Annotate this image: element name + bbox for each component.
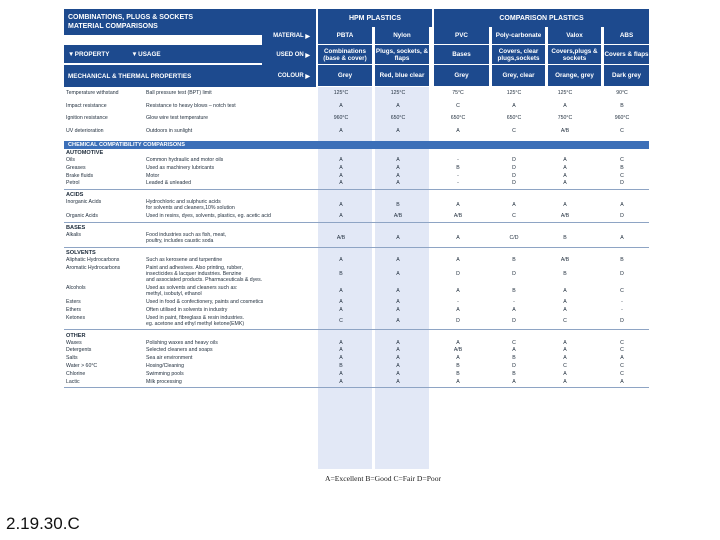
rating-cell: A: [456, 127, 460, 134]
rating-cell: A: [620, 202, 624, 209]
usage-cell: Used in resins, dyes, solvents, plastics, eg. acetic acid: [146, 213, 271, 220]
rating-cell: A: [339, 257, 343, 263]
used-on-cell: Combinations (base & cover): [318, 45, 372, 64]
rating-cell: A: [620, 355, 624, 362]
mech-thermal-header: MECHANICAL & THERMAL PROPERTIES: [64, 65, 262, 87]
rating-cell: A: [396, 317, 400, 324]
rating-cell: A/B: [560, 127, 570, 134]
property-cell: Impact resistance: [66, 102, 107, 109]
property-cell: Ignition resistance: [66, 115, 108, 121]
rating-cell: A: [563, 164, 567, 171]
rating-cell: D: [512, 270, 516, 277]
rating-cell: B: [456, 370, 460, 377]
rating-cell: A: [339, 172, 343, 179]
table-title: [64, 9, 262, 35]
rating-cell: B: [512, 370, 516, 377]
rating-cell: -: [457, 299, 459, 305]
rating-cell: A: [456, 288, 460, 295]
rating-cell: C: [620, 127, 624, 134]
rating-cell: D: [512, 157, 516, 163]
usage-cell: Selected cleaners and soaps: [146, 347, 213, 354]
title-line1: COMBINATIONS, PLUGS & SOCKETS: [68, 14, 194, 21]
colour-cell: Dark grey: [604, 65, 649, 86]
rating-cell: A: [512, 347, 516, 354]
rating-cell: 125°C: [390, 90, 406, 96]
material-name: PVC: [434, 27, 489, 44]
rating-cell: A: [456, 355, 460, 362]
rating-cell: A: [563, 355, 567, 362]
rating-cell: A: [620, 235, 624, 242]
rating-cell: 125°C: [333, 90, 349, 96]
used-on-cell: Covers & flaps: [604, 45, 649, 64]
usage-cell: Milk processing: [146, 378, 182, 385]
section-title: AUTOMOTIVE: [66, 150, 104, 156]
rating-cell: A/B: [393, 213, 403, 220]
rating-cell: C: [620, 370, 624, 377]
usage-cell: Ball pressure test (BPT) limit: [146, 90, 212, 96]
rating-cell: 75°C: [452, 90, 464, 96]
rating-cell: A: [396, 378, 400, 385]
rating-cell: A: [339, 339, 343, 346]
rating-cell: A: [396, 270, 400, 277]
rating-cell: D: [620, 213, 624, 220]
usage-cell: for solvents and cleaners,10% solution: [146, 205, 235, 212]
rating-cell: B: [512, 288, 516, 295]
rating-cell: -: [457, 157, 459, 163]
rating-cell: A: [396, 370, 400, 377]
rating-cell: A: [396, 164, 400, 171]
rating-cell: C: [620, 288, 624, 295]
rating-cell: A/B: [560, 257, 570, 263]
rating-cell: A: [339, 299, 343, 305]
rating-cell: A: [563, 370, 567, 377]
rating-cell: B: [563, 270, 567, 277]
property-cell: Esters: [66, 299, 81, 305]
section-title: ACIDS: [66, 192, 84, 199]
usage-cell: Such as kerosene and turpentine: [146, 257, 223, 263]
rating-cell: C: [456, 102, 460, 109]
rating-cell: D: [456, 270, 460, 277]
rating-cell: A: [563, 157, 567, 163]
section-title: OTHER: [66, 332, 86, 339]
rating-cell: A: [563, 347, 567, 354]
rating-cell: A: [339, 202, 343, 209]
colour-label: COLOUR ▶: [262, 65, 316, 87]
rating-cell: C: [620, 363, 624, 369]
material-label: MATERIAL ▶: [262, 27, 316, 45]
rating-cell: B: [339, 363, 343, 369]
section-divider: [64, 189, 649, 190]
property-cell: Detergents: [66, 347, 92, 354]
rating-cell: A: [512, 306, 516, 313]
chemical-band: CHEMICAL COMPATIBILITY COMPARISONS: [64, 141, 649, 149]
rating-cell: A: [512, 102, 516, 109]
rating-cell: A: [456, 257, 460, 263]
rating-cell: D: [620, 180, 624, 187]
rating-cell: A: [339, 102, 343, 109]
rating-cell: A: [563, 299, 567, 305]
rating-cell: A: [339, 127, 343, 134]
rating-cell: A: [339, 288, 343, 295]
rating-cell: B: [620, 257, 624, 263]
comparison-plastics-group: COMPARISON PLASTICS: [434, 9, 649, 27]
rating-cell: A: [339, 355, 343, 362]
rating-cell: B: [456, 164, 460, 171]
header-spacer: [262, 9, 316, 27]
rating-cell: A: [396, 347, 400, 354]
rating-cell: B: [339, 270, 343, 277]
property-cell: Water > 60°C: [66, 363, 98, 369]
section-title: SOLVENTS: [66, 250, 96, 256]
section-divider: [64, 329, 649, 330]
rating-cell: A: [396, 339, 400, 346]
rating-cell: A/B: [336, 235, 346, 242]
usage-cell: Used in food & confectionery, paints and cosmetics: [146, 299, 264, 305]
used-on-cell: Plugs, sockets, & flaps: [375, 45, 429, 64]
material-name: Poly-carbonate: [492, 27, 545, 44]
material-name: Valox: [548, 27, 601, 44]
rating-cell: B: [512, 355, 516, 362]
property-usage-header: [64, 45, 262, 63]
section-divider: [64, 247, 649, 248]
rating-cell: A: [563, 339, 567, 346]
rating-cell: -: [621, 306, 623, 313]
usage-cell: Often utilised in solvents in industry: [146, 306, 228, 313]
rating-cell: A: [512, 202, 516, 209]
usage-cell: Used as machinery lubricants: [146, 164, 215, 171]
material-name: PBTA: [318, 27, 372, 44]
rating-cell: A: [396, 299, 400, 305]
rating-cell: A: [396, 235, 400, 242]
usage-cell: Used as solvents and cleaners such as:: [146, 285, 238, 291]
usage-cell: Leaded & unleaded: [146, 180, 192, 187]
rating-cell: D: [620, 317, 624, 324]
usage-cell: Glow wire test temperature: [146, 115, 208, 121]
rating-cell: B: [620, 102, 624, 109]
rating-cell: B: [563, 235, 567, 242]
rating-cell: 650°C: [506, 115, 522, 121]
rating-cell: A/B: [453, 347, 463, 354]
used-on-cell: Covers,plugs & sockets: [548, 45, 601, 64]
rating-cell: D: [512, 180, 516, 187]
rating-cell: A: [396, 127, 400, 134]
rating-cell: A: [563, 180, 567, 187]
rating-cell: C: [563, 317, 567, 324]
rating-cell: B: [512, 257, 516, 263]
rating-cell: D: [512, 164, 516, 171]
grade-legend: A=Excellent B=Good C=Fair D=Poor: [325, 474, 442, 483]
rating-cell: A: [563, 378, 567, 385]
rating-cell: A: [456, 202, 460, 209]
rating-cell: A: [396, 355, 400, 362]
rating-cell: A: [396, 180, 400, 187]
property-cell: Brake fluids: [66, 172, 94, 179]
rating-cell: A: [339, 347, 343, 354]
rating-cell: 960°C: [333, 115, 349, 121]
comparison-table: [64, 9, 649, 469]
usage-cell: Hosing/Cleaning: [146, 363, 185, 369]
rating-cell: 650°C: [450, 115, 466, 121]
rating-cell: C: [512, 339, 516, 346]
rating-cell: A: [456, 339, 460, 346]
rating-cell: A: [563, 288, 567, 295]
figure-reference: 2.19.30.C: [6, 514, 80, 533]
rating-cell: A: [563, 102, 567, 109]
rating-cell: A: [396, 306, 400, 313]
rating-cell: -: [457, 180, 459, 187]
usage-cell: Resistance to heavy blows – notch test: [146, 102, 236, 109]
rating-cell: A: [563, 202, 567, 209]
hpm-plastics-group: HPM PLASTICS: [318, 9, 432, 27]
property-cell: Alcohols: [66, 285, 86, 291]
rating-cell: -: [621, 299, 623, 305]
usage-cell: Hydrochloric and sulphuric acids: [146, 199, 221, 206]
section-divider: [64, 222, 649, 223]
rating-cell: A: [339, 164, 343, 171]
property-cell: Ketones: [66, 314, 86, 321]
colour-cell: Grey, clear: [492, 65, 545, 86]
property-cell: Aromatic Hydrocarbons: [66, 264, 121, 271]
rating-cell: A: [512, 378, 516, 385]
rating-cell: C/D: [509, 235, 519, 242]
usage-cell: Food industries such as fish, meat,: [146, 232, 227, 238]
rating-cell: C: [512, 213, 516, 220]
rating-cell: B: [620, 164, 624, 171]
rating-cell: A: [339, 370, 343, 377]
rating-cell: C: [620, 339, 624, 346]
rating-cell: A: [339, 378, 343, 385]
rating-cell: A/B: [560, 213, 570, 220]
usage-cell: methyl, isobutyl, ethanol: [146, 291, 202, 298]
rating-cell: A: [339, 180, 343, 187]
rating-cell: A: [563, 306, 567, 313]
usage-cell: and associated products. Pharmaceuticals & dyes.: [146, 277, 263, 284]
rating-cell: A: [456, 235, 460, 242]
colour-cell: Grey: [318, 65, 372, 86]
rating-cell: 125°C: [506, 90, 522, 96]
rating-cell: -: [457, 172, 459, 179]
property-cell: Inorganic Acids: [66, 199, 102, 206]
rating-cell: A: [339, 157, 343, 163]
usage-cell: Used in paint, fibreglass & resin industries.: [146, 314, 245, 321]
rating-cell: A: [396, 257, 400, 263]
property-cell: Petrol: [66, 180, 80, 187]
rating-cell: 90°C: [616, 90, 628, 96]
section-title: BASES: [66, 225, 86, 231]
rating-cell: C: [563, 363, 567, 369]
used-on-cell: Covers, clear plugs,sockets: [492, 45, 545, 64]
rating-cell: A: [456, 378, 460, 385]
usage-header: ▼ USAGE: [131, 50, 161, 58]
rating-cell: -: [513, 299, 515, 305]
rating-cell: C: [512, 127, 516, 134]
usage-cell: Common hydraulic and motor oils: [146, 157, 224, 163]
used-on-cell: Bases: [434, 45, 489, 64]
section-divider: [64, 387, 649, 388]
property-cell: Oils: [66, 157, 75, 163]
rating-cell: D: [512, 172, 516, 179]
usage-cell: Polishing waxes and heavy oils: [146, 339, 218, 346]
property-cell: Chlorine: [66, 370, 86, 377]
rating-cell: 125°C: [557, 90, 573, 96]
colour-cell: Red, blue clear: [375, 65, 429, 86]
usage-cell: Motor: [146, 172, 160, 179]
rating-cell: C: [620, 157, 624, 163]
material-name: Nylon: [375, 27, 429, 44]
property-header: ▼ PROPERTY: [68, 50, 110, 58]
rating-cell: A: [396, 157, 400, 163]
rating-cell: D: [456, 317, 460, 324]
rating-cell: A/B: [453, 213, 463, 220]
property-cell: Salts: [66, 355, 78, 362]
used-on-label: USED ON ▶: [262, 45, 316, 65]
property-cell: Aliphatic Hydrocarbons: [66, 257, 120, 263]
usage-cell: Outdoors in sunlight: [146, 127, 193, 134]
title-line2: MATERIAL COMPARISONS: [68, 23, 158, 30]
rating-cell: A: [396, 363, 400, 369]
rating-cell: B: [456, 363, 460, 369]
rating-cell: D: [512, 317, 516, 324]
rating-cell: A: [396, 288, 400, 295]
rating-cell: C: [620, 172, 624, 179]
usage-cell: poultry, includes caustic soda: [146, 238, 214, 245]
rating-cell: 650°C: [390, 115, 406, 121]
property-cell: Lactic: [66, 378, 80, 385]
property-cell: Temperature withstand: [66, 90, 119, 96]
rating-cell: C: [620, 347, 624, 354]
property-cell: Waxes: [66, 339, 82, 346]
rating-cell: 750°C: [557, 115, 573, 121]
rating-cell: A: [620, 378, 624, 385]
rating-cell: A: [339, 213, 343, 220]
property-cell: Ethers: [66, 306, 81, 313]
rating-cell: 960°C: [614, 115, 630, 121]
property-cell: Organic Acids: [66, 213, 99, 220]
property-cell: Alkalis: [66, 232, 81, 238]
rating-cell: D: [512, 363, 516, 369]
rating-cell: B: [396, 202, 400, 209]
material-name: ABS: [604, 27, 649, 44]
usage-cell: Paint and adhesives. Also printing, rubber,: [146, 264, 243, 271]
rating-cell: A: [456, 306, 460, 313]
usage-cell: Sea air environment: [146, 355, 193, 362]
property-cell: UV deterioration: [66, 127, 104, 134]
rating-cell: A: [396, 102, 400, 109]
rating-cell: D: [620, 270, 624, 277]
colour-cell: Grey: [434, 65, 489, 86]
rating-cell: A: [339, 306, 343, 313]
usage-cell: eg. acetone and ethyl methyl ketone(EMK): [146, 320, 245, 327]
usage-cell: insecticides & lacquer industries. Benzine: [146, 270, 242, 277]
rating-cell: A: [563, 172, 567, 179]
rating-cell: C: [339, 317, 343, 324]
rating-cell: A: [396, 172, 400, 179]
colour-cell: Orange, grey: [548, 65, 601, 86]
usage-cell: Swimming pools: [146, 370, 184, 377]
property-cell: Greases: [66, 164, 86, 171]
